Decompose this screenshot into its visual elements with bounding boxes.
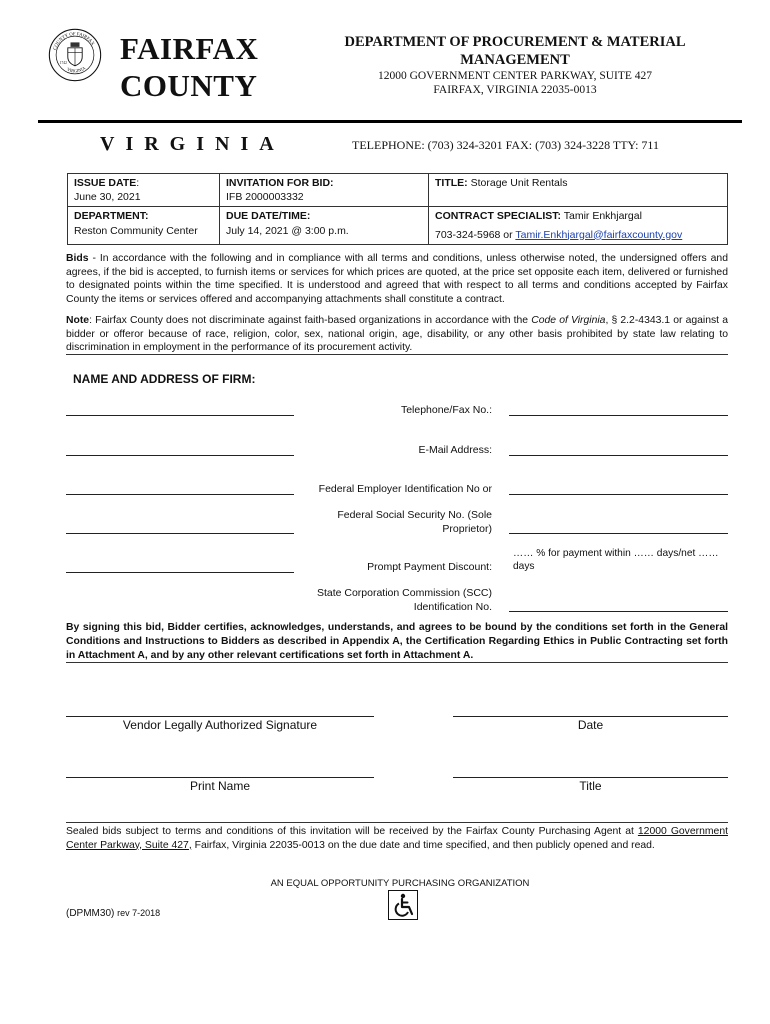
- telephone-fax-label: Telephone/Fax No.:: [400, 404, 492, 416]
- note-text-a: : Fairfax County does not discriminate against faith-based organizations in accordance with the: [89, 315, 532, 326]
- note-divider: [66, 354, 728, 355]
- date-label: Date: [577, 718, 604, 732]
- title-label: Title: [579, 779, 602, 793]
- sealed-text-b: Fairfax, Virginia 22035-0013 on the due date and time specified, and then publicly opened and read.: [191, 839, 655, 851]
- note-code-reference: Code of Virginia: [531, 315, 606, 326]
- bid-info-table: [67, 173, 728, 245]
- title-value: Storage Unit Rentals: [470, 177, 568, 189]
- date-line[interactable]: [453, 716, 728, 717]
- due-date-value: July 14, 2021 @ 3:00 p.m.: [226, 224, 349, 237]
- prompt-payment-terms[interactable]: …… % for payment within …… days/net …… days: [513, 548, 719, 572]
- telephone-fax-field[interactable]: [509, 415, 728, 416]
- firm-heading: NAME AND ADDRESS OF FIRM:: [73, 372, 256, 386]
- issue-date-value: June 30, 2021: [74, 191, 141, 204]
- county-name-line1: FAIRFAX: [120, 31, 259, 66]
- department-title-line2: MANAGEMENT: [460, 52, 570, 68]
- title-label: TITLE:: [435, 177, 468, 189]
- state-name: VIRGINIA: [100, 133, 285, 155]
- email-label: E-Mail Address:: [418, 444, 492, 456]
- print-name-line[interactable]: [66, 777, 374, 778]
- department-label: DEPARTMENT:: [74, 210, 149, 223]
- fein-label: Federal Employer Identification No or: [318, 483, 492, 495]
- invitation-cell: [220, 174, 429, 207]
- scc-label: State Corporation Commission (SCC) Identification No.: [316, 587, 492, 614]
- equal-opportunity-statement: AN EQUAL OPPORTUNITY PURCHASING ORGANIZATION: [270, 878, 530, 889]
- address-line1: 12000 GOVERNMENT CENTER PARKWAY, SUITE 427: [377, 70, 653, 82]
- issue-date-cell: ISSUE DATE: June 30, 2021: [68, 174, 220, 207]
- firm-name-line-2[interactable]: [66, 455, 294, 456]
- fein-field[interactable]: [509, 494, 728, 495]
- sealed-bids-divider: [66, 822, 728, 823]
- certification-divider: [66, 662, 728, 663]
- sealed-bids-paragraph: [66, 825, 728, 852]
- specialist-cell: [429, 207, 728, 244]
- firm-name-line-1[interactable]: [66, 415, 294, 416]
- form-id: (DPMM30): [66, 908, 115, 919]
- svg-text:VIRGINIA: VIRGINIA: [66, 65, 87, 74]
- title-line[interactable]: [453, 777, 728, 778]
- email-field[interactable]: [509, 455, 728, 456]
- firm-address-line-1[interactable]: [66, 494, 294, 495]
- firm-address-line-3[interactable]: [66, 572, 294, 573]
- note-paragraph: [66, 314, 728, 355]
- specialist-label: CONTRACT SPECIALIST:: [435, 210, 561, 223]
- form-revision: rev 7-2018: [117, 908, 161, 918]
- title-cell: [429, 174, 728, 207]
- specialist-email-link[interactable]: Tamir.Enkhjargal@fairfaxcounty.gov: [515, 228, 683, 241]
- header-divider: [38, 120, 742, 123]
- department-cell: [68, 207, 220, 244]
- signature-label: Vendor Legally Authorized Signature: [122, 718, 318, 732]
- county-name-line2: COUNTY: [120, 68, 258, 103]
- note-label: Note: [66, 315, 90, 326]
- specialist-name: Tamir Enkhjargal: [563, 210, 642, 223]
- ssn-label: Federal Social Security No. (Sole Proprietor): [337, 509, 492, 536]
- bids-paragraph: [66, 252, 728, 307]
- invitation-value: IFB 2000003332: [226, 191, 304, 204]
- department-value: Reston Community Center: [74, 224, 198, 237]
- print-name-label: Print Name: [189, 779, 251, 793]
- sealed-address: 12000 Government Center Parkway, Suite 427,: [66, 826, 728, 851]
- invitation-label: INVITATION FOR BID:: [226, 177, 334, 189]
- due-date-cell: [220, 207, 429, 244]
- contact-numbers: TELEPHONE: (703) 324-3201 FAX: (703) 324-3228 TTY: 711: [352, 138, 659, 152]
- bids-label: Bids: [66, 253, 89, 264]
- specialist-phone: 703-324-5968 or: [435, 228, 516, 241]
- scc-field[interactable]: [509, 611, 728, 612]
- certification-statement: By signing this bid, Bidder certifies, acknowledges, understands, and agrees to be bound by the conditions set forth in the General Conditions and Instructions to Bidders as described in Appendix A, the Certification Regarding Ethics in Public Contracting set forth in Attachment A, and by any other relevant certifications set forth in Attachment A.: [66, 622, 728, 662]
- county-seal-logo: [48, 28, 102, 82]
- form-identifier: [66, 908, 160, 919]
- signature-line[interactable]: [66, 716, 374, 717]
- prompt-payment-label: Prompt Payment Discount:: [367, 561, 492, 573]
- svg-text:1742: 1742: [59, 61, 67, 65]
- due-date-label: DUE DATE/TIME:: [226, 210, 311, 223]
- wheelchair-accessibility-icon: [388, 890, 418, 920]
- ssn-field[interactable]: [509, 533, 728, 534]
- sealed-text-a: Sealed bids subject to terms and conditions of this invitation will be received by the Fairfax County Purchasing Agent at: [66, 826, 638, 837]
- svg-text:COUNTY OF FAIRFAX: COUNTY OF FAIRFAX: [52, 32, 95, 51]
- bids-text: - In accordance with the following and in compliance with all terms and conditions, unless otherwise noted, the undersigned offers and agrees, if the bid is accepted, to furnish items or services for which prices are quoted, at the price set opposite each item, delivered or furnished to designated points within the time specified. It is understood and agreed that with respect to all terms and conditions accepted by Fairfax County the items or services offered and accompanying attachments shall constitute a contract.: [66, 253, 728, 306]
- address-line2: FAIRFAX, VIRGINIA 22035-0013: [433, 84, 597, 96]
- note-text-b: , § 2.2-4343.1 or against a bidder or offeror because of race, religion, color, sex, national origin, age, disability, or any other basis prohibited by state law relating to discrimination in employment in the performance of its procurement activity.: [66, 315, 728, 354]
- department-title-line1: DEPARTMENT OF PROCUREMENT & MATERIAL: [344, 34, 686, 50]
- issue-date-label: ISSUE DATE: [74, 177, 137, 189]
- firm-address-line-2[interactable]: [66, 533, 294, 534]
